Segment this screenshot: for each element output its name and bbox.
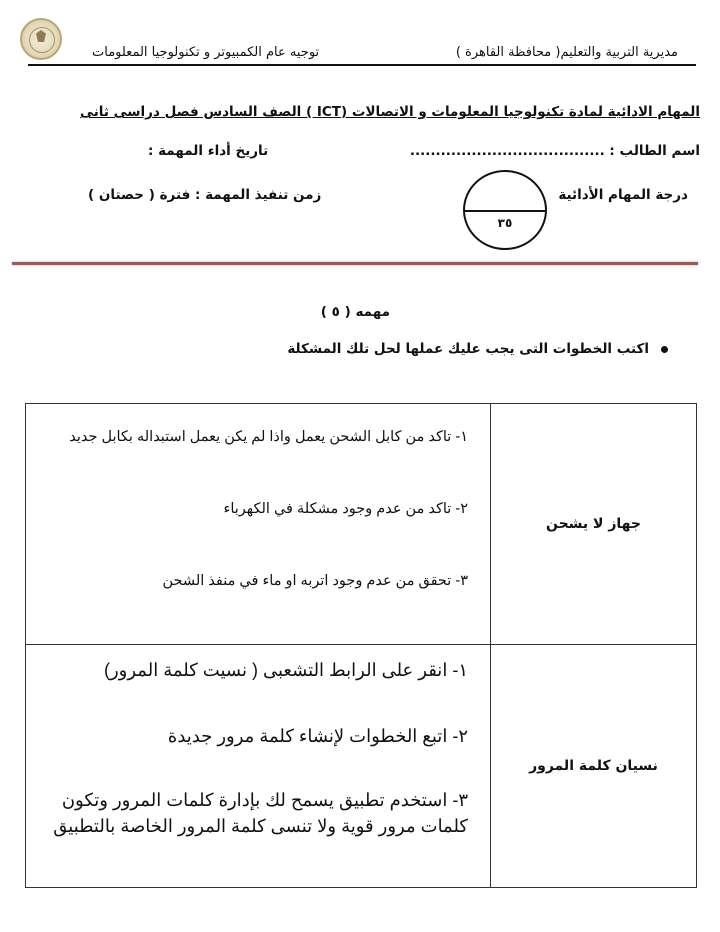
steps-table <box>25 403 697 888</box>
table-row <box>26 404 697 645</box>
ministry-emblem-icon <box>20 18 62 60</box>
step-item: ١- تاكد من كابل الشحن يعمل واذا لم يكن يعمل استبداله بكابل جديد <box>69 429 468 445</box>
department-label: توجيه عام الكمبيوتر و تكنولوجيا المعلومات <box>92 45 320 60</box>
problem-cell: نسيان كلمة المرور <box>491 645 697 888</box>
step-item: ١- انقر على الرابط التشعبى ( نسيت كلمة المرور) <box>104 660 468 680</box>
steps-cell <box>26 404 491 645</box>
task-instruction <box>287 341 668 357</box>
steps-cell <box>26 645 491 888</box>
bullet-icon <box>661 346 668 353</box>
task-time-label: زمن تنفيذ المهمة : فترة ( حصتان ) <box>88 187 322 203</box>
problem-cell: جهاز لا يشحن <box>491 404 697 645</box>
table-row <box>26 645 697 888</box>
task-date-field: تاريخ أداء المهمة : <box>148 143 269 159</box>
max-grade: ٣٥ <box>497 216 513 230</box>
grade-label: درجة المهام الأدائية <box>558 187 688 203</box>
directorate-label: مديرية التربية والتعليم( محافظة القاهرة ) <box>455 45 678 60</box>
grade-divider <box>465 210 545 212</box>
step-item: ٣- استخدم تطبيق يسمح لك بإدارة كلمات المرور وتكون كلمات مرور قوية ولا تنسى كلمة المرور الخاصة بالتطبيق <box>53 790 468 836</box>
section-divider <box>12 262 698 265</box>
student-name-field: اسم الطالب : ...................................... <box>409 143 700 159</box>
step-item: ٢- تاكد من عدم وجود مشكلة في الكهرباء <box>223 501 468 517</box>
document-title: المهام الادائية لمادة تكنولوجيا المعلومات و الاتصالات (ICT ) الصف السادس فصل دراسى ثانى <box>80 104 700 120</box>
step-item: ٣- تحقق من عدم وجود اتربه او ماء في منفذ الشحن <box>162 573 468 589</box>
task-number: مهمه ( ٥ ) <box>320 304 390 320</box>
step-item: ٢- اتبع الخطوات لإنشاء كلمة مرور جديدة <box>167 726 468 746</box>
instruction-text: اكتب الخطوات التى يجب عليك عملها لحل تلك المشكلة <box>287 341 649 357</box>
header-divider <box>28 64 696 66</box>
grade-circle <box>463 170 547 250</box>
